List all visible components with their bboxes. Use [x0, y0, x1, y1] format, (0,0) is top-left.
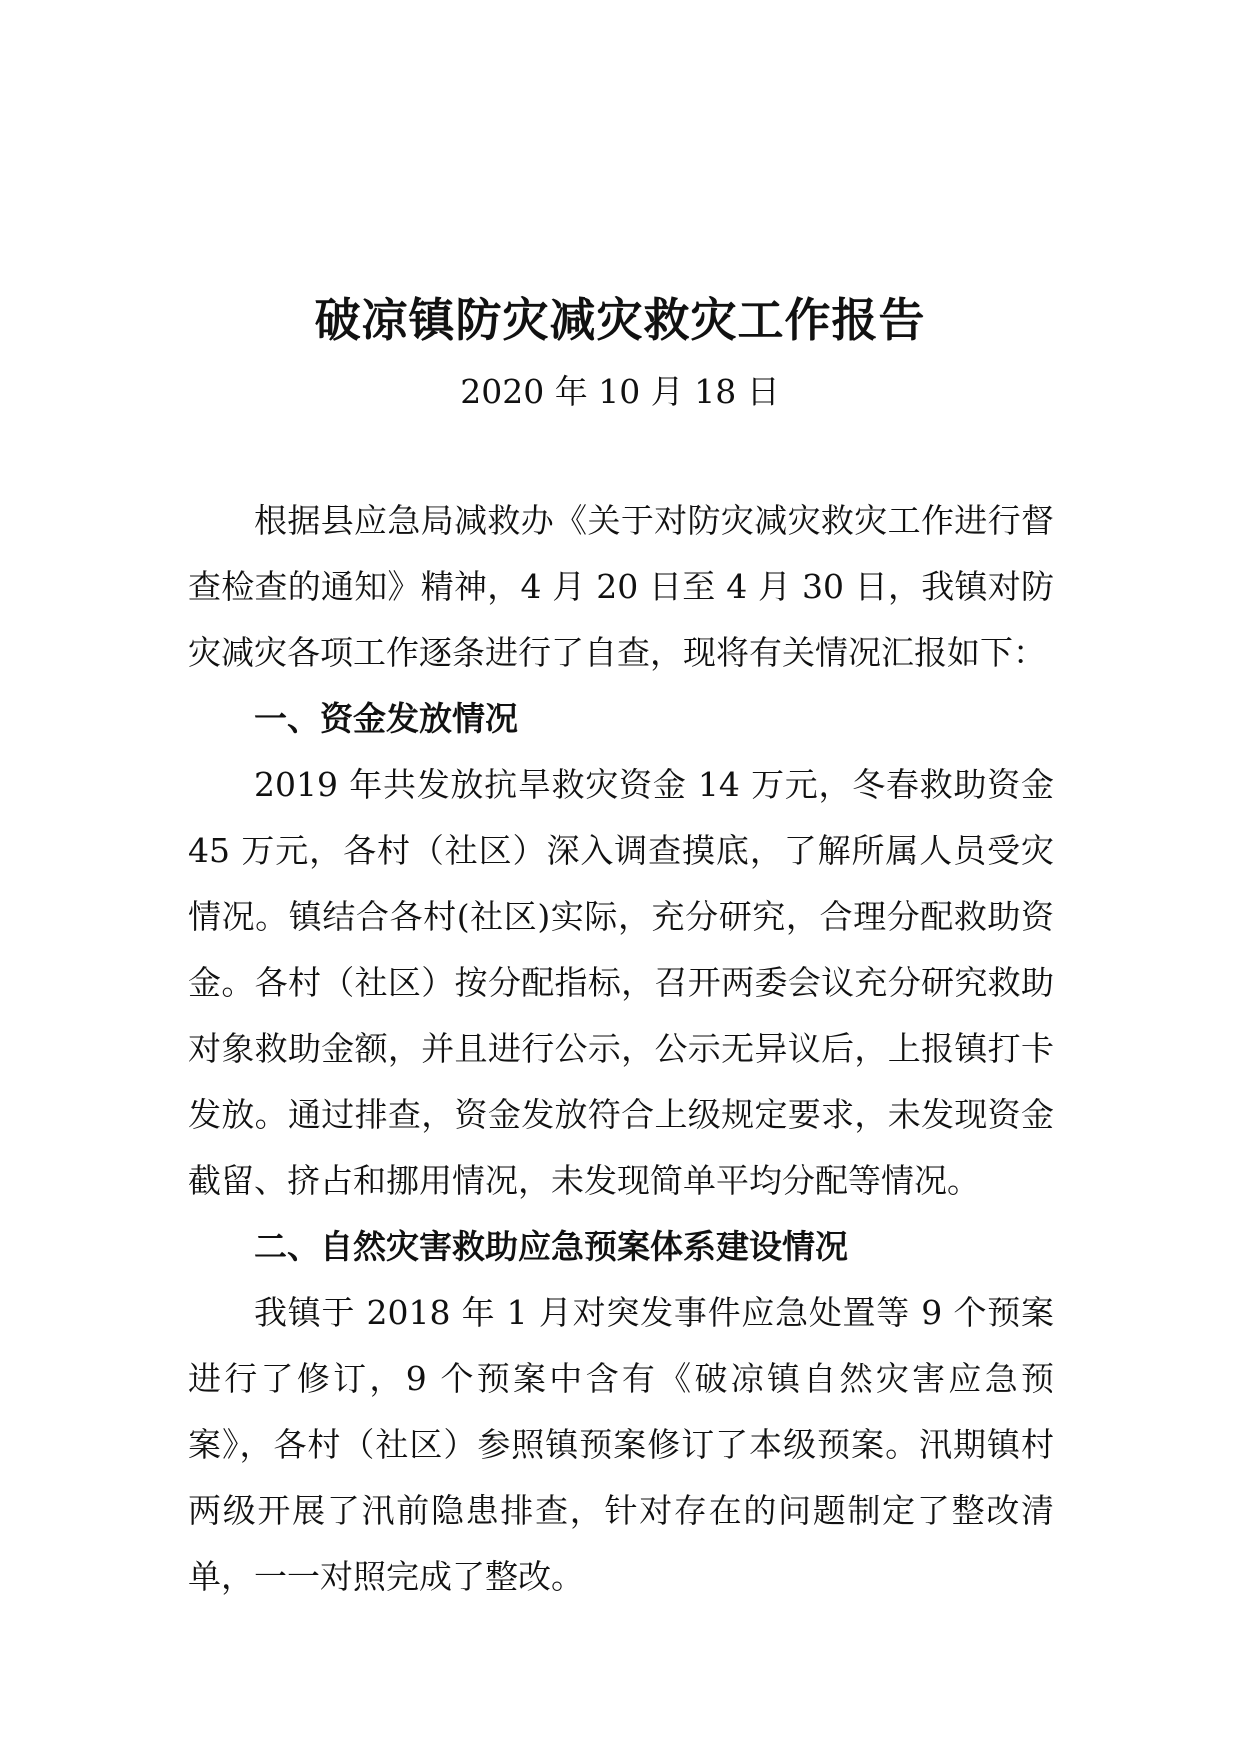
document-title: 破凉镇防灾减灾救灾工作报告 [314, 293, 926, 347]
section-heading-funds: 一、资金发放情况 [254, 699, 518, 738]
section-paragraph-emergency-plan: 我镇于 2018 年 1 月对突发事件应急处置等 9 个预案进行了修订，9 个预案中含有《破凉镇自然灾害应急预案》，各村（社区）参照镇预案修订了本级预案。汛期镇村两级开展了汛前隐患排查，针对存在的问题制定了整改清单，一一对照完成了整改。 [188, 1293, 1054, 1596]
intro-paragraph: 根据县应急局减救办《关于对防灾减灾救灾工作进行督查检查的通知》精神，4 月 20 日至 4 月 30 日，我镇对防灾减灾各项工作逐条进行了自查，现将有关情况汇报如下： [188, 501, 1054, 672]
document-date: 2020 年 10 月 18 日 [460, 372, 780, 411]
section-heading-emergency-plan: 二、自然灾害救助应急预案体系建设情况 [254, 1227, 848, 1266]
document-body [188, 488, 1054, 1610]
section-paragraph-funds: 2019 年共发放抗旱救灾资金 14 万元，冬春救助资金 45 万元，各村（社区）深入调查摸底，了解所属人员受灾情况。镇结合各村(社区)实际，充分研究，合理分配救助资金。各村（社区）按分配指标，召开两委会议充分研究救助对象救助金额，并且进行公示，公示无异议后，上报镇打卡发放。通过排查，资金发放符合上级规定要求，未发现资金截留、挤占和挪用情况，未发现简单平均分配等情况。 [188, 765, 1054, 1200]
